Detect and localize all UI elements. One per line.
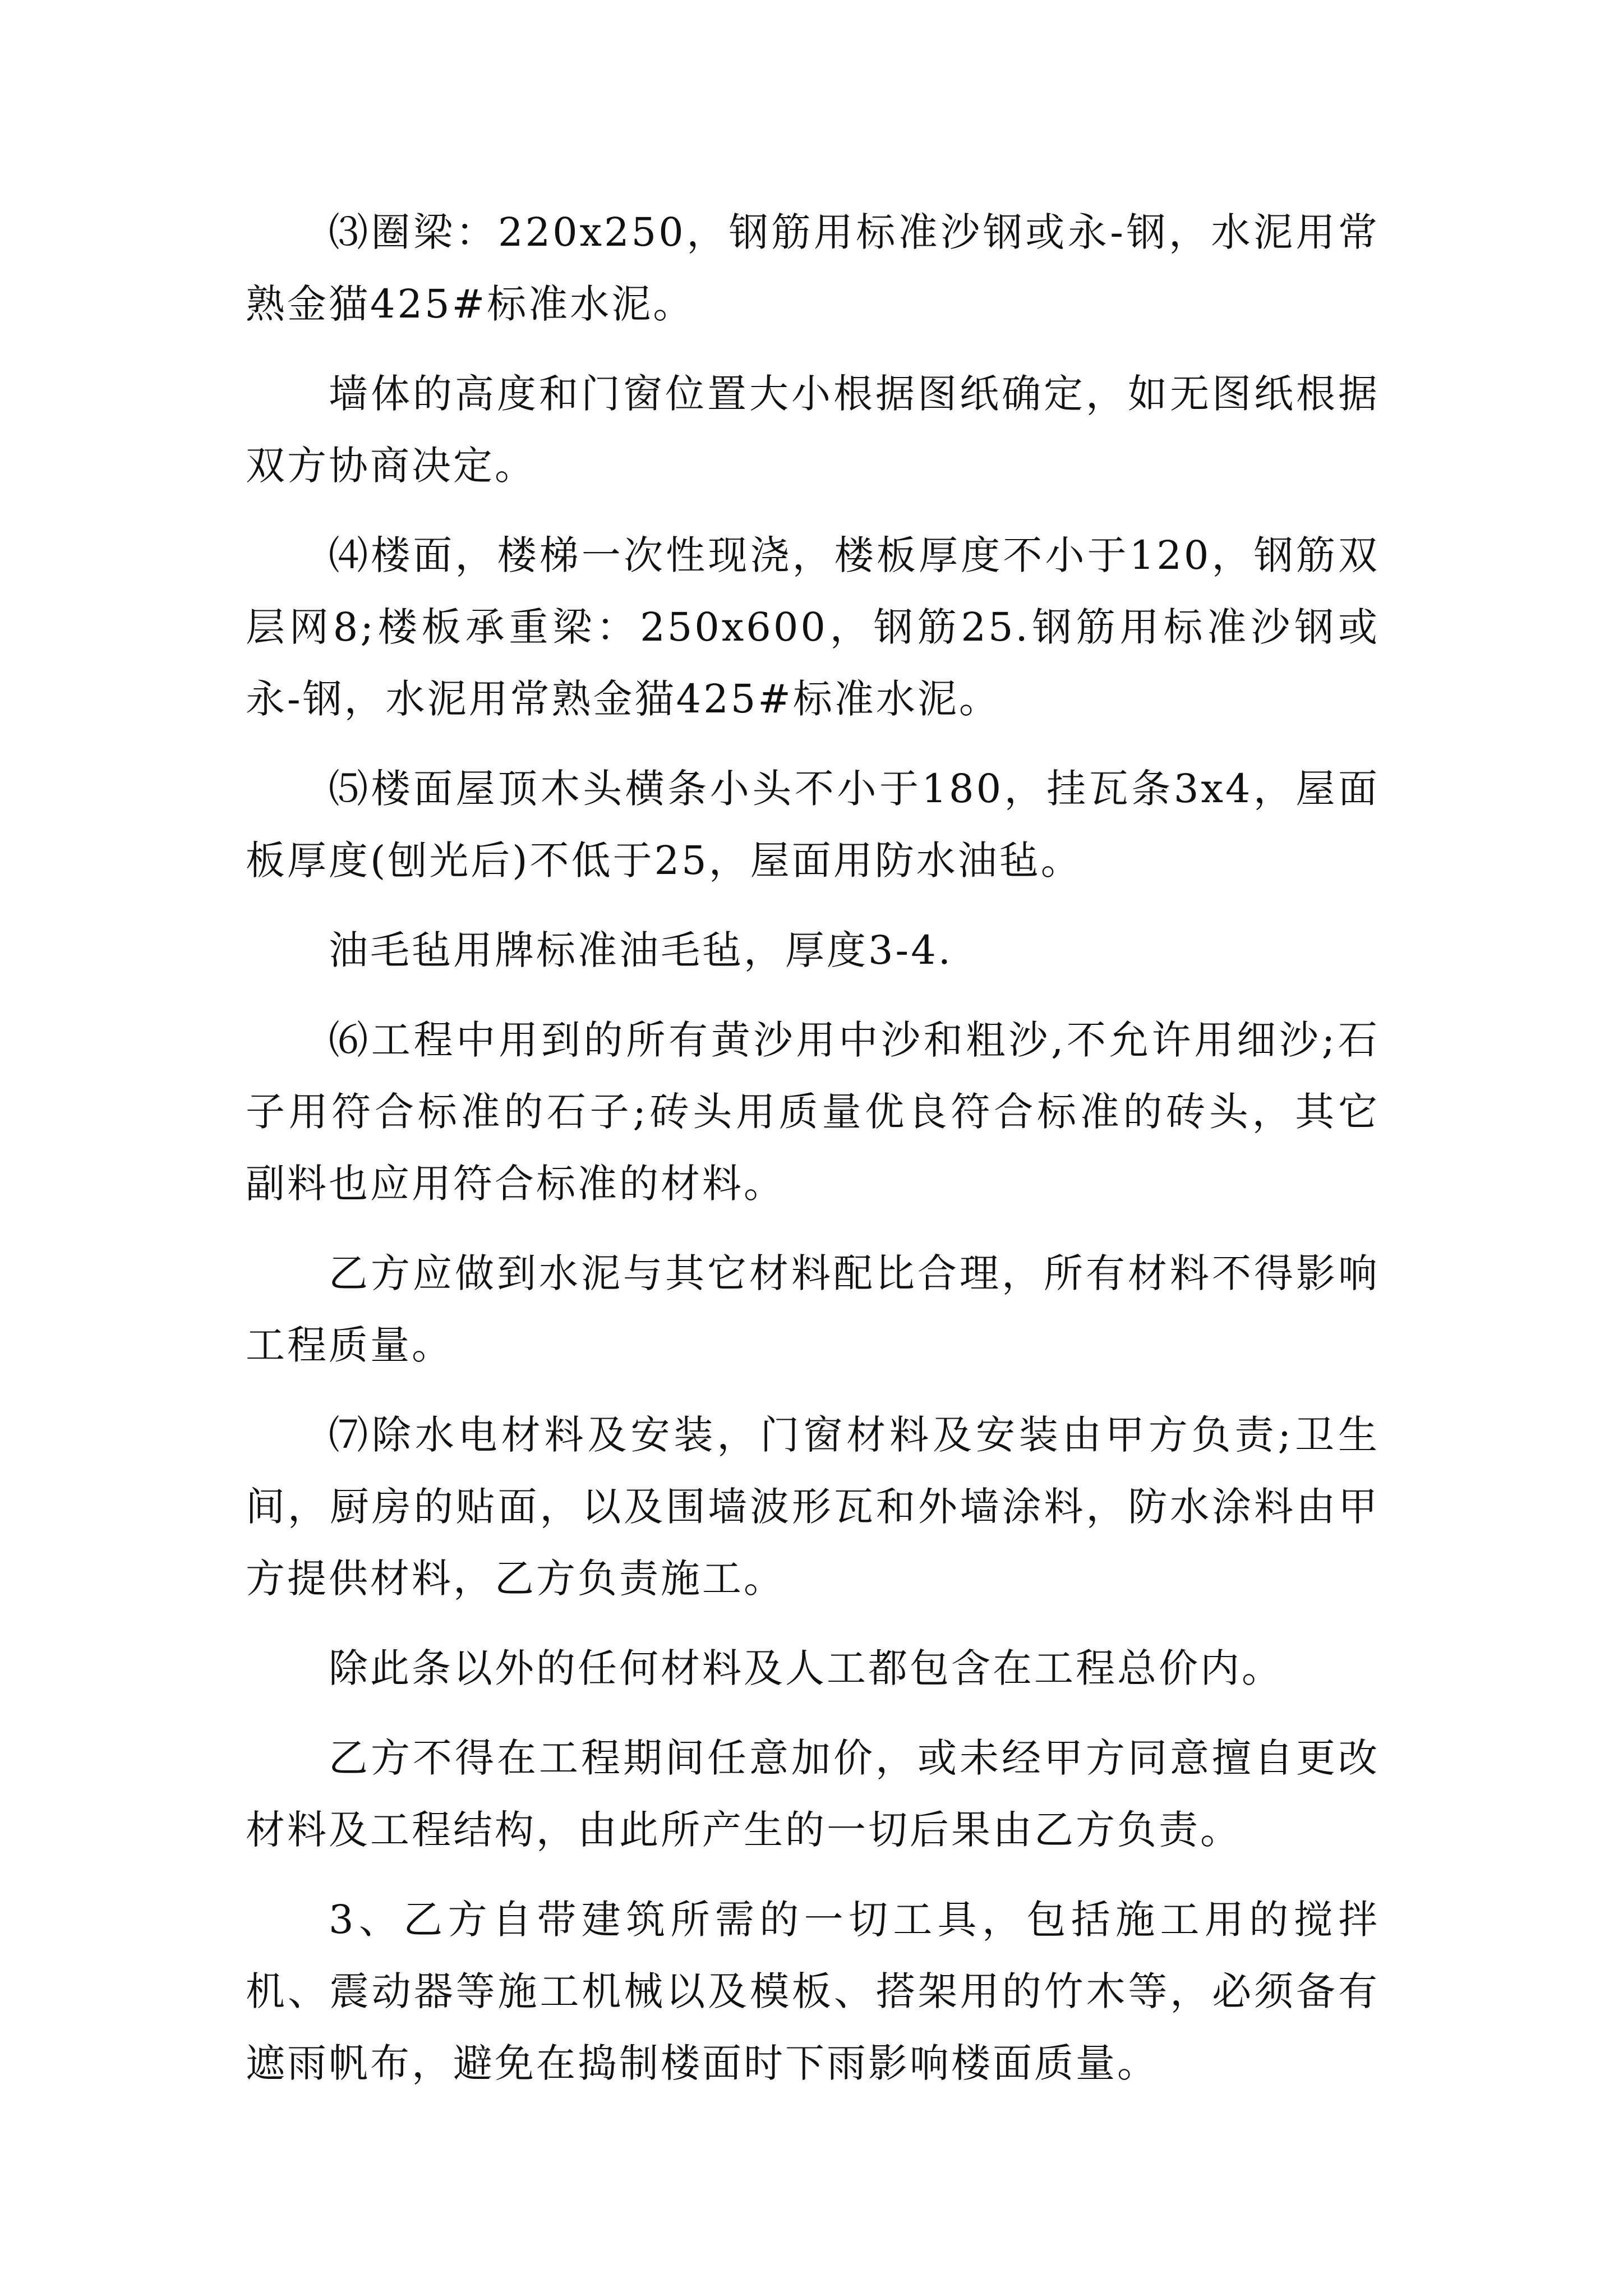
paragraph-ring-beam: ⑶圈梁：220x250，钢筋用标准沙钢或永-钢，水泥用常熟金猫425#标准水泥。 xyxy=(246,209,1380,327)
paragraph-tools: 3、乙方自带建筑所需的一切工具，包括施工用的搅拌机、震动器等施工机械以及模板、搭架用的竹木等，必须备有遮雨帆布，避免在捣制楼面时下雨影响楼面质量。 xyxy=(246,1897,1380,2086)
paragraph-mix-ratio: 乙方应做到水泥与其它材料配比合理，所有材料不得影响工程质量。 xyxy=(246,1250,1380,1368)
document-body xyxy=(246,196,1380,2117)
paragraph-sand-stone: ⑹工程中用到的所有黄沙用中沙和粗沙,不允许用细沙;石子用符合标准的石子;砖头用质量优良符合标准的砖头，其它副料也应用符合标准的材料。 xyxy=(246,1017,1380,1207)
paragraph-felt: 油毛毡用牌标准油毛毡，厚度3-4. xyxy=(329,927,953,973)
paragraph-roof-timber: ⑸楼面屋顶木头横条小头不小于180，挂瓦条3x4，屋面板厚度(刨光后)不低于25，屋面用防水油毡。 xyxy=(246,766,1380,884)
paragraph-total-price: 除此条以外的任何材料及人工都包含在工程总价内。 xyxy=(329,1645,1283,1691)
paragraph-floor-slab: ⑷楼面，楼梯一次性现浇，楼板厚度不小于120，钢筋双层网8;楼板承重梁：250x600，钢筋25.钢筋用标准沙钢或永-钢，水泥用常熟金猫425#标准水泥。 xyxy=(246,532,1380,722)
paragraph-utilities: ⑺除水电材料及安装，门窗材料及安装由甲方负责;卫生间，厨房的贴面，以及围墙波形瓦和外墙涂料，防水涂料由甲方提供材料，乙方负责施工。 xyxy=(246,1412,1380,1602)
paragraph-wall-height: 墙体的高度和门窗位置大小根据图纸确定，如无图纸根据双方协商决定。 xyxy=(246,371,1380,489)
paragraph-no-price-increase: 乙方不得在工程期间任意加价，或未经甲方同意擅自更改材料及工程结构，由此所产生的一切后果由乙方负责。 xyxy=(246,1735,1380,1853)
